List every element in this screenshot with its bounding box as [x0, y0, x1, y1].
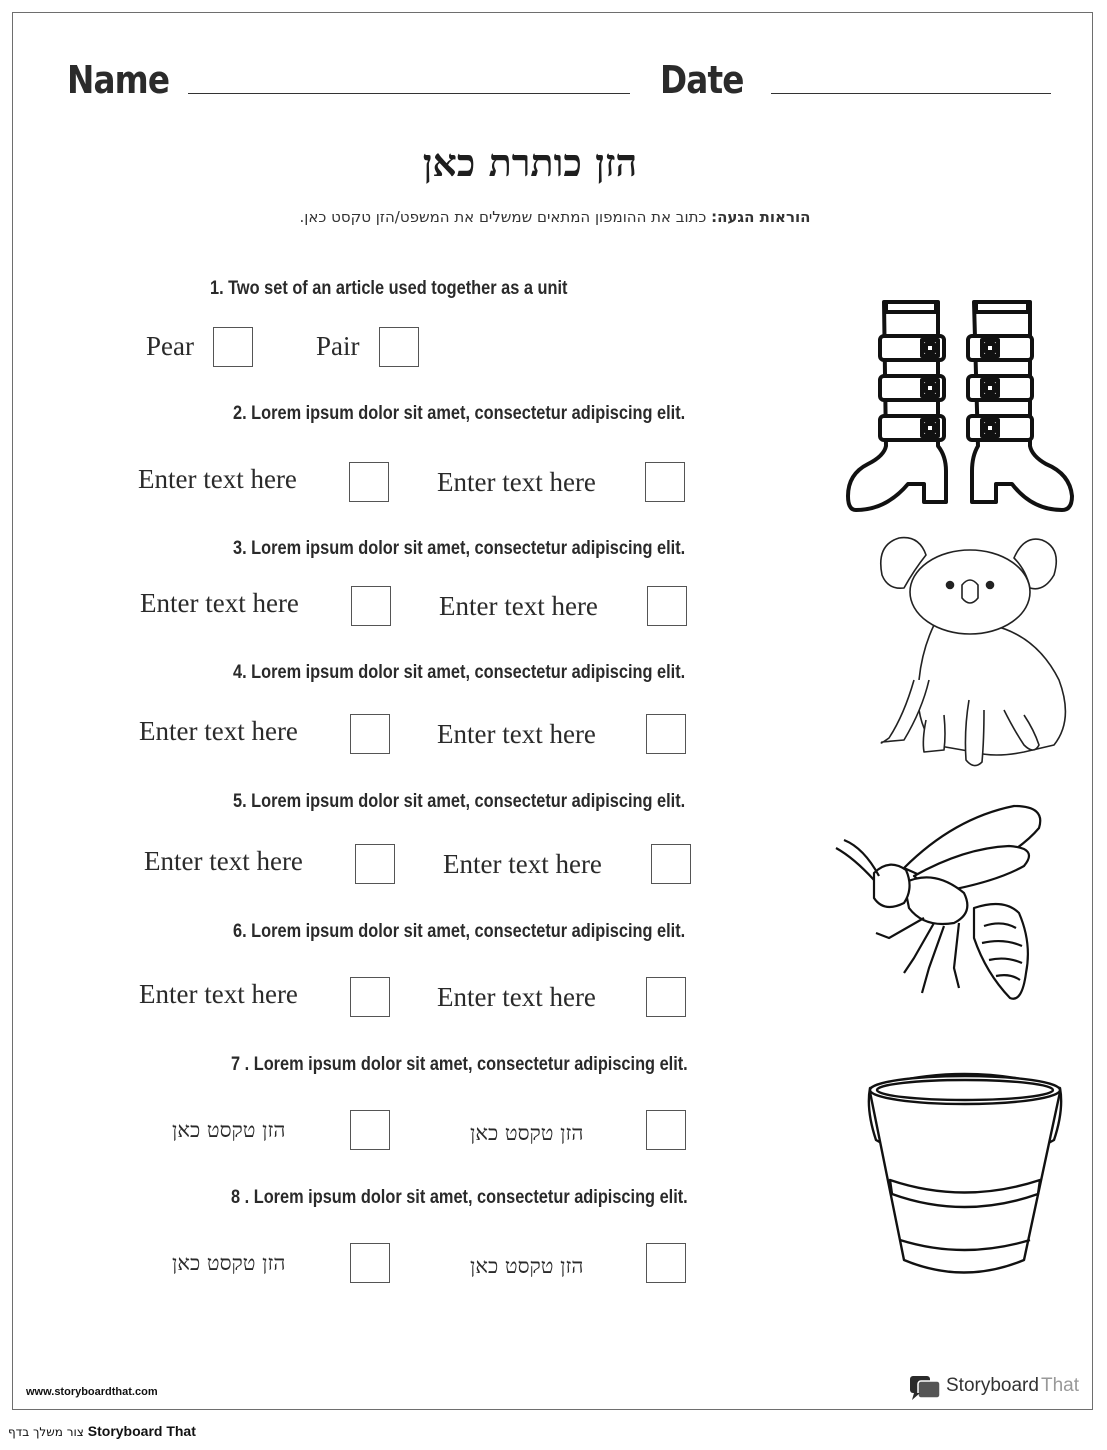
- question-3-checkbox-a[interactable]: [351, 586, 391, 626]
- brand-accent: That: [1041, 1375, 1080, 1396]
- question-1-option-a: Pear: [146, 331, 194, 361]
- question-3-checkbox-b[interactable]: [647, 586, 687, 626]
- name-label: Name: [67, 58, 170, 102]
- question-6-checkbox-a[interactable]: [350, 977, 390, 1017]
- question-4-prompt: 4. Lorem ipsum dolor sit amet, consectetur adipiscing elit.: [233, 662, 686, 683]
- credit-line: [8, 1423, 196, 1439]
- name-line: [188, 93, 630, 94]
- boots-icon: [846, 296, 1076, 514]
- question-1-checkbox-a[interactable]: [213, 327, 253, 367]
- question-2-checkbox-a[interactable]: [349, 462, 389, 502]
- question-3-option-b: Enter text here: [439, 591, 598, 621]
- wasp-icon: [834, 798, 1054, 1008]
- question-5-checkbox-a[interactable]: [355, 844, 395, 884]
- question-5-option-a: Enter text here: [144, 846, 303, 876]
- question-6-prompt: 6. Lorem ipsum dolor sit amet, consectetur adipiscing elit.: [233, 921, 686, 942]
- bucket-icon: [864, 1070, 1066, 1280]
- page-title: הזן כותרת כאן: [422, 140, 638, 185]
- question-8-option-a: הזן טקסט כאן: [172, 1251, 286, 1275]
- question-8-checkbox-b[interactable]: [646, 1243, 686, 1283]
- question-2-option-b: Enter text here: [437, 467, 596, 497]
- question-8-option-b: הזן טקסט כאן: [470, 1254, 584, 1278]
- storyboardthat-logo-icon: [908, 1375, 942, 1401]
- question-1-prompt: 1. Two set of an article used together as a unit: [210, 278, 568, 299]
- question-1-option-b: Pair: [316, 331, 360, 361]
- question-8-prompt: 8 . Lorem ipsum dolor sit amet, consectetur adipiscing elit.: [231, 1187, 688, 1208]
- question-4-option-a: Enter text here: [139, 716, 298, 746]
- question-2-prompt: 2. Lorem ipsum dolor sit amet, consectetur adipiscing elit.: [233, 403, 686, 424]
- footer-url[interactable]: www.storyboardthat.com: [26, 1386, 158, 1398]
- date-line: [771, 93, 1051, 94]
- question-7-checkbox-a[interactable]: [350, 1110, 390, 1150]
- question-3-prompt: 3. Lorem ipsum dolor sit amet, consectetur adipiscing elit.: [233, 538, 686, 559]
- question-7-option-a: הזן טקסט כאן: [172, 1118, 286, 1142]
- question-5-checkbox-b[interactable]: [651, 844, 691, 884]
- question-4-option-b: Enter text here: [437, 719, 596, 749]
- credit-brand[interactable]: Storyboard That: [87, 1423, 196, 1439]
- question-1-checkbox-b[interactable]: [379, 327, 419, 367]
- date-label: Date: [660, 58, 744, 102]
- question-6-option-a: Enter text here: [139, 979, 298, 1009]
- question-7-option-b: הזן טקסט כאן: [470, 1121, 584, 1145]
- question-5-option-b: Enter text here: [443, 849, 602, 879]
- koala-icon: [874, 530, 1074, 780]
- question-4-checkbox-b[interactable]: [646, 714, 686, 754]
- question-7-prompt: 7 . Lorem ipsum dolor sit amet, consectetur adipiscing elit.: [231, 1054, 688, 1075]
- question-2-option-a: Enter text here: [138, 464, 297, 494]
- question-2-checkbox-b[interactable]: [645, 462, 685, 502]
- question-7-checkbox-b[interactable]: [646, 1110, 686, 1150]
- question-6-option-b: Enter text here: [437, 982, 596, 1012]
- question-4-checkbox-a[interactable]: [350, 714, 390, 754]
- instructions-text: כתוב את ההומפון המתאים שמשלים את המשפט/הזן טקסט כאן.: [299, 208, 712, 226]
- question-8-checkbox-a[interactable]: [350, 1243, 390, 1283]
- instructions: [200, 208, 910, 226]
- credit-prefix: צור משלך בדף: [8, 1425, 84, 1439]
- question-6-checkbox-b[interactable]: [646, 977, 686, 1017]
- storyboardthat-logo[interactable]: [908, 1373, 1088, 1403]
- question-3-option-a: Enter text here: [140, 588, 299, 618]
- brand-main: Storyboard: [946, 1375, 1039, 1396]
- instructions-label: הוראות הגעה:: [711, 208, 811, 226]
- question-5-prompt: 5. Lorem ipsum dolor sit amet, consectetur adipiscing elit.: [233, 791, 686, 812]
